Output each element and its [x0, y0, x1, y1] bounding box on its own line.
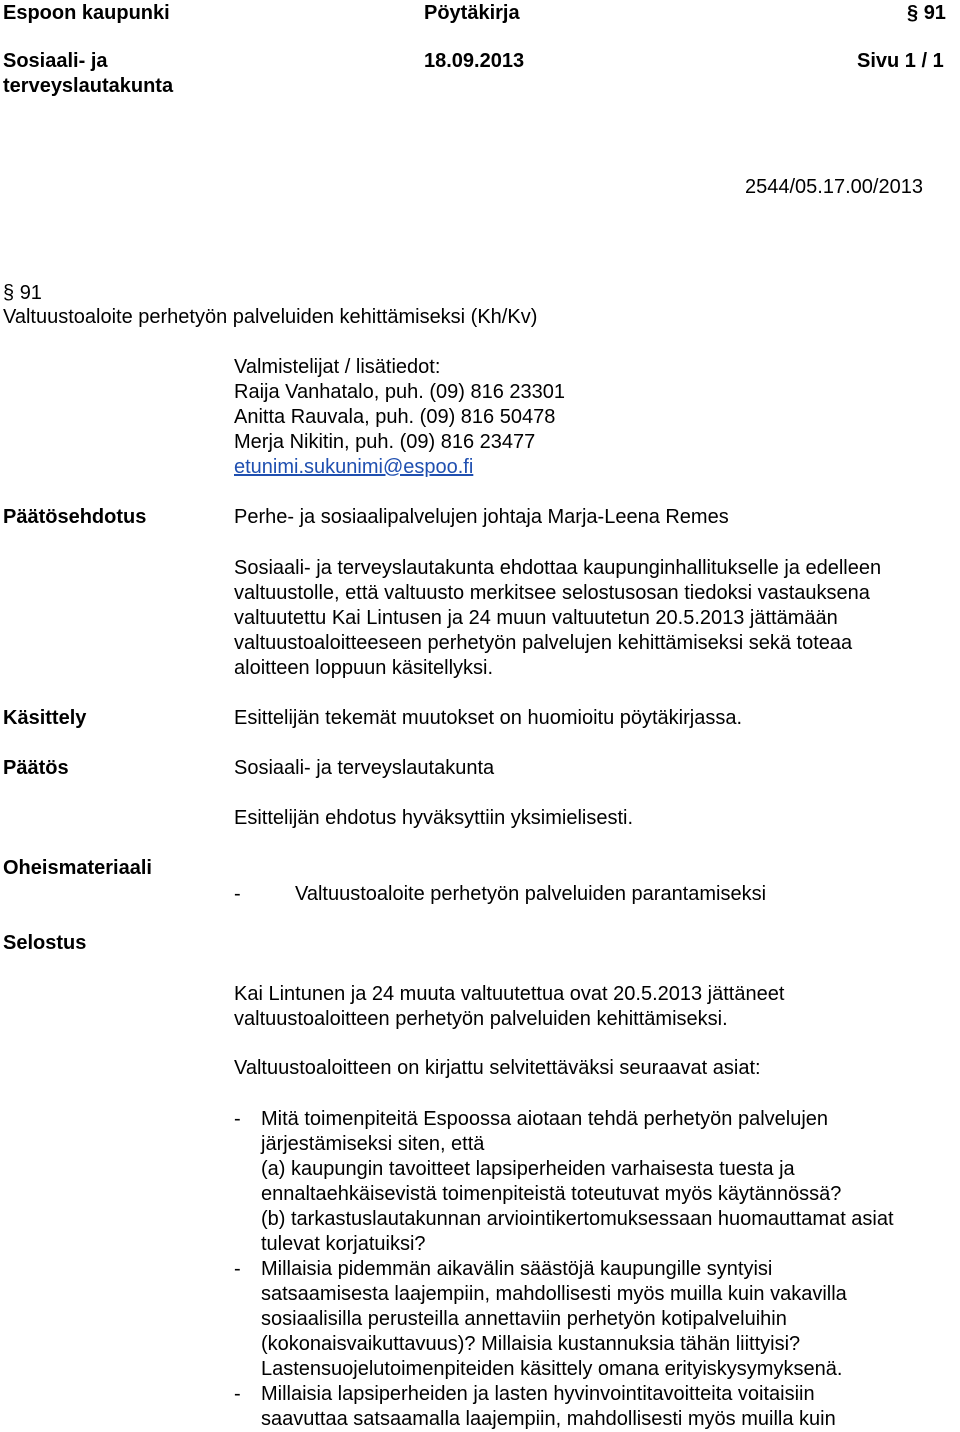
email-link[interactable]: etunimi.sukunimi@espoo.fi — [234, 456, 474, 478]
board-name-line2: terveyslautakunta — [3, 75, 174, 97]
preparer-2: Anitta Rauvala, puh. (09) 816 50478 — [234, 406, 556, 428]
page-indicator: Sivu 1 / 1 — [857, 50, 944, 72]
list-item: - Millaisia lapsiperheiden ja lasten hyvinvointitavoitteita voitaisiin saavuttaa satsaamalla laajempiin, mahdollisesti myös muilla kuin — [234, 1383, 836, 1430]
section-symbol-icon: § — [907, 2, 919, 24]
preparer-3: Merja Nikitin, puh. (09) 816 23477 — [234, 431, 536, 453]
question-intro: Valtuustoaloitteen on kirjattu selvitettäväksi seuraavat asiat: — [234, 1057, 761, 1079]
header-section — [907, 1, 946, 26]
meeting-date: 18.09.2013 — [424, 50, 525, 72]
item-title: Valtuustoaloite perhetyön palveluiden kehittämiseksi (Kh/Kv) — [3, 306, 538, 328]
decision-body: Sosiaali- ja terveyslautakunta — [234, 757, 495, 779]
decision-text: Esittelijän ehdotus hyväksyttiin yksimielisesti. — [234, 807, 634, 829]
decision-label: Päätös — [3, 757, 69, 779]
board-name-line1: Sosiaali- ja — [3, 50, 108, 72]
preparers-block — [234, 355, 565, 480]
handling-label: Käsittely — [3, 707, 87, 729]
item-number: § 91 — [3, 282, 42, 304]
proposal-label: Päätösehdotus — [3, 506, 147, 528]
list-item: - Mitä toimenpiteitä Espoossa aiotaan tehdä perhetyön palvelujen järjestämiseksi siten, että (a) kaupungin tavoitteet lapsiperheiden varhaisesta tuesta ja ennaltaehkäisevistä toimenpiteistä toteutuvat myös käytännössä? (b) tarkastuslautakunnan arviointikertomuksessaan huomauttamat asiat tulevat korjatuiksi? — [234, 1108, 894, 1255]
preparers-heading: Valmistelijat / lisätiedot: — [234, 356, 441, 378]
handling-text: Esittelijän tekemät muutokset on huomioitu pöytäkirjassa. — [234, 707, 743, 729]
question-list — [234, 1107, 956, 1432]
dash-bullet-icon: - — [234, 1383, 241, 1405]
dash-bullet-icon: - — [234, 1258, 241, 1280]
list-item: - Millaisia pidemmän aikavälin säästöjä kaupungille syntyisi satsaamisesta laajempiin, mahdollisesti myös muilla kuin vakavilla sosiaalisilla perusteilla annettaviin perhetyön kotipalveluihin (kokonaisvaikuttavuus)? Millaisia kustannuksia tähän liittyisi? Lastensuojelutoimenpiteiden käsittely omana erityiskysymyksenä. — [234, 1258, 847, 1380]
attachment-dash: - — [234, 883, 241, 905]
attachments-label: Oheismateriaali — [3, 857, 152, 879]
preparer-1: Raija Vanhatalo, puh. (09) 816 23301 — [234, 381, 565, 403]
organization-name: Espoon kaupunki — [3, 2, 170, 24]
header-section-number: 91 — [923, 2, 946, 24]
proposal-text: Sosiaali- ja terveyslautakunta ehdottaa kaupunginhallitukselle ja edelleen valtuustolle, että valtuusto merkitsee selostusosan tiedoksi vastauksena valtuutettu Kai Lintusen ja 24 muun valtuutetun 20.5.2013 jättämään valtuustoaloitteeseen perhetyön palvelujen kehittämiseksi sekä toteaa aloitteen loppuun käsitellyksi. — [234, 557, 882, 679]
statement-intro: Kai Lintunen ja 24 muuta valtuutettua ovat 20.5.2013 jättäneet valtuustoaloitteen perhetyön palveluiden kehittämiseksi. — [234, 983, 785, 1030]
proposal-proposer: Perhe- ja sosiaalipalvelujen johtaja Marja-Leena Remes — [234, 506, 729, 528]
document-type: Pöytäkirja — [424, 2, 520, 24]
dash-bullet-icon: - — [234, 1108, 241, 1130]
attachment-item: Valtuustoaloite perhetyön palveluiden parantamiseksi — [295, 883, 767, 905]
section-symbol-icon: § — [3, 282, 15, 304]
statement-label: Selostus — [3, 932, 87, 954]
document-reference: 2544/05.17.00/2013 — [745, 176, 923, 198]
